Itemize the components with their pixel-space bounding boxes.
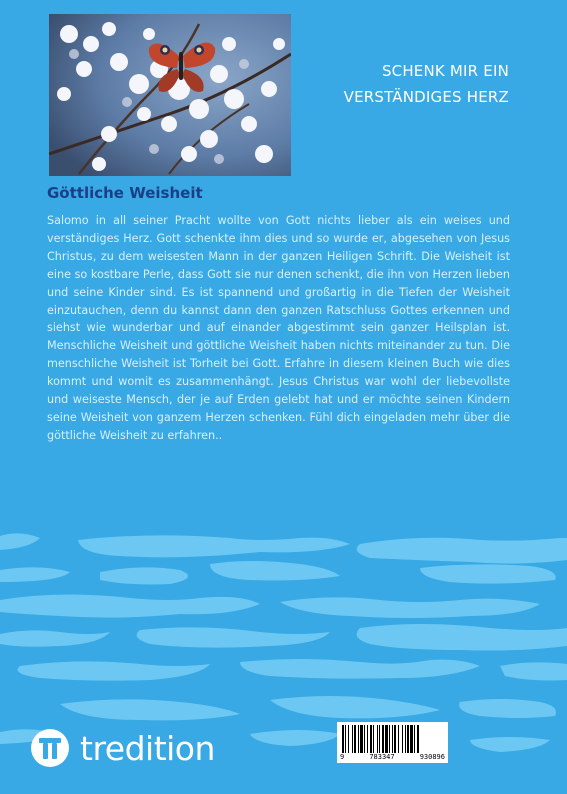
barcode-bar bbox=[342, 725, 344, 753]
barcode-digits bbox=[340, 753, 445, 761]
book-title-line-1: SCHENK MIR EIN bbox=[381, 62, 509, 80]
barcode-bar bbox=[394, 725, 396, 753]
barcode-bar bbox=[382, 725, 384, 753]
barcode-bars bbox=[342, 725, 443, 753]
publisher-logo bbox=[30, 726, 215, 770]
barcode-bar bbox=[345, 725, 346, 753]
barcode-bar bbox=[407, 725, 409, 753]
barcode-bar bbox=[410, 725, 413, 753]
barcode-bar bbox=[358, 725, 359, 753]
barcode-bar bbox=[405, 725, 406, 753]
barcode-bar bbox=[373, 725, 374, 753]
book-title bbox=[249, 58, 509, 110]
barcode-bar bbox=[348, 725, 349, 753]
tredition-logo-icon bbox=[30, 728, 70, 768]
barcode-digit-group-1: 783347 bbox=[369, 753, 395, 761]
book-subtitle: Göttliche Weisheit bbox=[47, 184, 203, 202]
isbn-barcode bbox=[337, 722, 448, 763]
barcode-bar bbox=[417, 725, 419, 753]
barcode-bar bbox=[385, 725, 388, 753]
blurb-text: Salomo in all seiner Pracht wollte von Gott nichts lieber als ein weises und verständiges Herz. Gott schenkte ihm dies und so wurde er, abgesehen von Jesus Christus, zu dem weisesten Mann in der ganzen Heiligen Schrift. Die Weisheit ist eine so kostbare Perle, dass Gott sie nur denen schenkt, die ihn von Herzen lieben und seine Kinder sind. Es ist spannend und großartig in die Tiefen der Weisheit einzutauchen, denn du kannst dann den ganzen Ratschluss Gottes erkennen und siehst wie wunderbar und auf einander abgestimmt sein ganzer Heilsplan ist. Menschliche Weisheit und göttliche Weisheit haben nichts miteinander zu tun. Die menschliche Weisheit ist Torheit bei Gott. Erfahre in diesem kleinen Buch wie dies kommt und womit es zusammenhängt. Jesus Christus war wohl der liebevollste und weiseste Mensch, der je auf Erden gelebt hat und er möchte seinen Kindern seine Weisheit von ganzem Herzen schenken. Fühl dich eingeladen mehr über die göttliche Weisheit zu erfahren.. bbox=[47, 214, 510, 442]
barcode-bar bbox=[402, 725, 403, 753]
barcode-digit-prefix: 9 bbox=[340, 753, 345, 761]
barcode-bar bbox=[379, 725, 380, 753]
barcode-bar bbox=[370, 725, 372, 753]
barcode-bar bbox=[354, 725, 356, 753]
barcode-bar bbox=[377, 725, 378, 753]
barcode-bar bbox=[364, 725, 365, 753]
barcode-bar bbox=[367, 725, 368, 753]
barcode-bar bbox=[392, 725, 393, 753]
publisher-name: tredition bbox=[80, 728, 215, 768]
barcode-bar bbox=[414, 725, 415, 753]
barcode-bar bbox=[398, 725, 399, 753]
barcode-bar bbox=[389, 725, 390, 753]
barcode-bar bbox=[360, 725, 363, 753]
book-title-line-2: VERSTÄNDIGES HERZ bbox=[343, 88, 509, 106]
barcode-bar bbox=[352, 725, 353, 753]
barcode-digit-group-2: 930896 bbox=[419, 753, 445, 761]
